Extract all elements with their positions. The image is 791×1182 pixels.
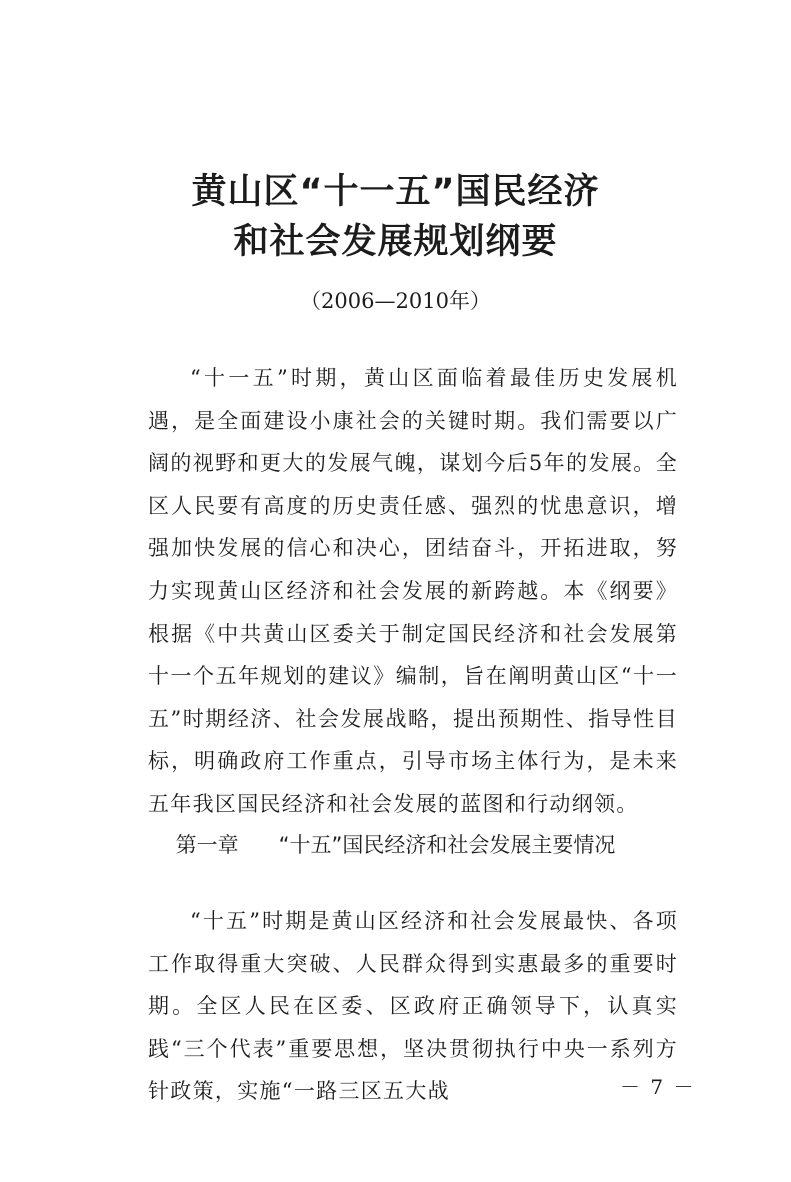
chapter-heading [0, 829, 791, 859]
subtitle-years: （2006—2010年） [300, 289, 491, 313]
page-number: － 7 － [620, 1075, 696, 1099]
chapter-paragraph: “十五”时期是黄山区经济和社会发展最快、各项工作取得重大突破、人民群众得到实惠最多的重要时期。全区人民在区委、区政府正确领导下，认真实践“三个代表”重要思想，坚决贯彻执行中央一系列方针政策，实施“一路三区五大战 [148, 909, 678, 1104]
title-line-2: 和社会发展规划纲要 [233, 222, 558, 262]
intro-paragraph: “十一五”时期，黄山区面临着最佳历史发展机遇，是全面建设小康社会的关键时期。我们需要以广阔的视野和更大的发展气魄，谋划今后5年的发展。全区人民要有高度的历史责任感、强烈的忧患意识，增强加快发展的信心和决心，团结奋斗，开拓进取，努力实现黄山区经济和社会发展的新跨越。本《纲要》根据《中共黄山区委关于制定国民经济和社会发展第十一个五年规划的建议》编制，旨在阐明黄山区“十一五”时期经济、社会发展战略，提出预期性、指导性目标，明确政府工作重点，引导市场主体行为，是未来五年我区国民经济和社会发展的蓝图和行动纲领。 [148, 366, 678, 816]
chapter-number: 第一章 [175, 833, 239, 857]
chapter-title: “十五”国民经济和社会发展主要情况 [278, 833, 616, 857]
title-line-1: 黄山区“十一五”国民经济 [191, 172, 600, 212]
